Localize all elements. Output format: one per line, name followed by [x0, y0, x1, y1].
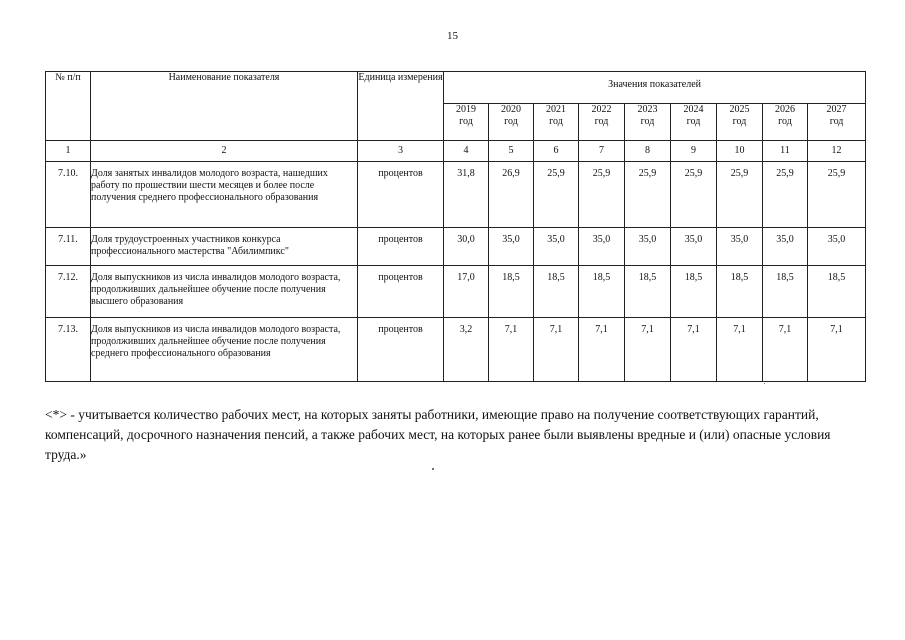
value-cell: 35,0	[671, 228, 717, 266]
value-cell: 18,5	[671, 266, 717, 318]
value-cell: 7,1	[808, 318, 866, 382]
value-cell: 35,0	[763, 228, 808, 266]
indicator-name: Доля выпускников из числа инвалидов молодого возраста, продолживших дальнейшее обучение после получения среднего профессионального образования	[91, 318, 358, 382]
column-number: 7	[579, 141, 625, 162]
year-header	[717, 104, 763, 141]
value-cell: 26,9	[489, 162, 534, 228]
page-number: 15	[447, 30, 458, 42]
value-cell: 17,0	[444, 266, 489, 318]
year-label: 2024	[683, 104, 704, 115]
year-header	[444, 104, 489, 141]
table-row	[46, 266, 866, 318]
value-cell: 7,1	[534, 318, 579, 382]
value-cell: 18,5	[763, 266, 808, 318]
year-suffix: год	[686, 116, 701, 127]
value-cell: 7,1	[579, 318, 625, 382]
year-suffix: год	[459, 116, 473, 127]
year-label: 2025	[729, 104, 750, 115]
value-cell: 18,5	[534, 266, 579, 318]
value-cell: 18,5	[625, 266, 671, 318]
indicator-name: Доля трудоустроенных участников конкурса профессионального мастерства "Абилимпикс"	[91, 228, 358, 266]
year-label: 2023	[637, 104, 658, 115]
value-cell: 3,2	[444, 318, 489, 382]
table-body	[46, 162, 866, 382]
value-cell: 31,8	[444, 162, 489, 228]
header-row	[46, 72, 866, 104]
header-unit: Единица измерения	[358, 72, 444, 141]
year-suffix: год	[640, 116, 655, 127]
column-number: 3	[358, 141, 444, 162]
year-header	[534, 104, 579, 141]
table-row	[46, 162, 866, 228]
column-number: 12	[808, 141, 866, 162]
value-cell: 35,0	[579, 228, 625, 266]
value-cell: 25,9	[625, 162, 671, 228]
header-values: Значения показателей	[444, 72, 866, 104]
row-number: 7.11.	[46, 228, 91, 266]
value-cell: 25,9	[717, 162, 763, 228]
value-cell: 7,1	[489, 318, 534, 382]
header-name: Наименование показателя	[91, 72, 358, 141]
row-number: 7.12.	[46, 266, 91, 318]
year-label: 2020	[501, 104, 521, 115]
year-label: 2022	[591, 104, 612, 115]
column-number-row	[46, 141, 866, 162]
year-label: 2027	[826, 104, 847, 115]
value-cell: 30,0	[444, 228, 489, 266]
value-cell: 25,9	[808, 162, 866, 228]
column-number: 5	[489, 141, 534, 162]
year-suffix: год	[732, 116, 747, 127]
column-number: 2	[91, 141, 358, 162]
value-cell: 35,0	[717, 228, 763, 266]
year-header	[671, 104, 717, 141]
value-cell: 35,0	[489, 228, 534, 266]
table-row	[46, 228, 866, 266]
scan-speck	[764, 383, 765, 384]
year-label: 2021	[546, 104, 566, 115]
value-cell: 7,1	[625, 318, 671, 382]
year-header	[625, 104, 671, 141]
value-cell: 25,9	[579, 162, 625, 228]
column-number: 11	[763, 141, 808, 162]
row-number: 7.10.	[46, 162, 91, 228]
value-cell: 35,0	[625, 228, 671, 266]
value-cell: 18,5	[489, 266, 534, 318]
column-number: 10	[717, 141, 763, 162]
header-num-label: № п/п	[55, 72, 81, 83]
value-cell: 18,5	[579, 266, 625, 318]
footnote: <*> - учитывается количество рабочих мест, на которых заняты работники, имеющие право на получение соответствующих гарантий, компенсаций, досрочного назначения пенсий, а также рабочих мест, на которых ранее были выявлены вредные и (или) опасные условия труда.»	[45, 407, 831, 462]
indicators-table	[45, 71, 866, 382]
value-cell: 7,1	[717, 318, 763, 382]
year-suffix: год	[504, 116, 518, 127]
value-cell: 18,5	[808, 266, 866, 318]
value-cell: 35,0	[808, 228, 866, 266]
value-cell: 25,9	[534, 162, 579, 228]
header-num	[46, 72, 91, 141]
column-number: 4	[444, 141, 489, 162]
year-header	[763, 104, 808, 141]
unit-cell: процентов	[358, 162, 444, 228]
value-cell: 35,0	[534, 228, 579, 266]
unit-cell: процентов	[358, 266, 444, 318]
row-number: 7.13.	[46, 318, 91, 382]
indicator-name: Доля выпускников из числа инвалидов молодого возраста, продолживших дальнейшее обучение после получения высшего образования	[91, 266, 358, 318]
table-row	[46, 318, 866, 382]
column-number: 8	[625, 141, 671, 162]
year-header	[579, 104, 625, 141]
column-number: 1	[46, 141, 91, 162]
value-cell: 25,9	[671, 162, 717, 228]
year-label: 2026	[775, 104, 795, 115]
unit-cell: процентов	[358, 318, 444, 382]
year-header	[489, 104, 534, 141]
year-label: 2019	[456, 104, 476, 115]
year-suffix: год	[594, 116, 609, 127]
year-suffix: год	[829, 116, 844, 127]
unit-cell: процентов	[358, 228, 444, 266]
year-suffix: год	[549, 116, 563, 127]
year-suffix: год	[778, 116, 792, 127]
column-number: 6	[534, 141, 579, 162]
column-number: 9	[671, 141, 717, 162]
year-header	[808, 104, 866, 141]
indicator-name: Доля занятых инвалидов молодого возраста, нашедших работу по прошествии шести месяцев и более после получения среднего профессионального образования	[91, 162, 358, 228]
value-cell: 25,9	[763, 162, 808, 228]
value-cell: 7,1	[763, 318, 808, 382]
value-cell: 7,1	[671, 318, 717, 382]
value-cell: 18,5	[717, 266, 763, 318]
scan-speck	[432, 468, 434, 470]
